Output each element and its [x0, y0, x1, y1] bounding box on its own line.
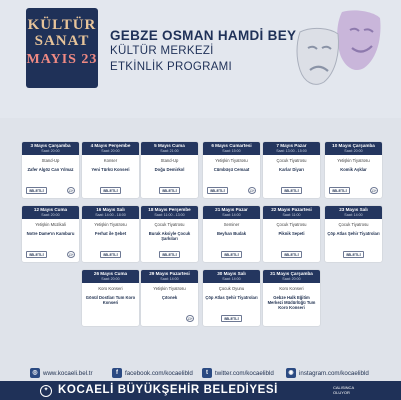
age-limit-badge: 13+ [371, 189, 377, 193]
event-name: Piknik Sepeti [278, 231, 305, 236]
event-time: Saat: 11:00 - 13:00 [154, 212, 185, 217]
globe-icon: ◎ [30, 368, 40, 378]
event-category: Çocuk Tiyatrosu [276, 158, 307, 163]
event-date: 21 Mayıs Pazar [215, 207, 248, 212]
website-text: www.kocaeli.bel.tr [43, 369, 93, 377]
ticket-badge[interactable]: BİLETLİ [281, 187, 302, 194]
event-time: Saat: 20:00 [282, 276, 301, 281]
event-name: Notre Dame'ın Kamburu [26, 231, 75, 236]
event-card-header [141, 206, 198, 219]
venue-subtitle: KÜLTÜR MERKEZİ [110, 45, 214, 57]
event-category: Yetişkin Müzikali [35, 222, 66, 227]
event-category: Çocuk Tiyatrosu [276, 222, 307, 227]
ticket-badge[interactable]: BİLETLİ [159, 187, 180, 194]
event-card-footer [82, 315, 139, 323]
event-card-footer [325, 187, 382, 195]
event-name: Burak Aksiyle Çocuk Şarkıları [148, 231, 191, 241]
ticket-badge[interactable]: BİLETLİ [281, 251, 302, 258]
event-card-header [22, 142, 79, 155]
footer-bar [0, 381, 401, 400]
event-card [203, 270, 260, 326]
event-time: Saat: 20:00 [41, 212, 60, 217]
event-name: Çöp Atlas Şehir Tiyatroları [327, 231, 380, 236]
logo-line-1: KÜLTÜR [27, 17, 97, 33]
event-category: Koro Konseri [98, 286, 123, 291]
event-date: 3 Mayıs Çarşamba [30, 143, 71, 148]
ticket-badge[interactable]: BİLETLİ [159, 251, 180, 258]
logo-line-2: SANAT [34, 33, 90, 49]
event-card-footer [141, 251, 198, 259]
ticket-badge[interactable]: BİLETLİ [329, 187, 350, 194]
instagram-text: instagram.com/kocaelibld [299, 369, 369, 377]
event-card [263, 206, 320, 262]
event-time: Saat: 20:00 [41, 148, 60, 153]
instagram-icon: ◉ [286, 368, 296, 378]
ticket-badge[interactable]: BİLETLİ [26, 187, 47, 194]
event-card-footer [22, 251, 79, 259]
event-card [82, 206, 139, 262]
event-name: Gönül Dostları Tum Koro Konseri [85, 295, 136, 305]
municipality-name: KOCAELİ BÜYÜKŞEHİR BELEDİYESİ [58, 384, 278, 396]
ticket-badge[interactable]: BİLETLİ [100, 251, 121, 258]
ticket-badge[interactable]: BİLETLİ [221, 315, 242, 322]
event-category: Konser [103, 158, 118, 163]
event-date: 10 Mayıs Çarşamba [332, 143, 375, 148]
event-card-header [203, 206, 260, 219]
facebook-icon: f [112, 368, 122, 378]
twitter-icon: t [202, 368, 212, 378]
event-card-header [141, 270, 198, 283]
event-card [82, 270, 139, 326]
event-time: Saat: 21:00 [160, 148, 179, 153]
event-card-header [203, 142, 260, 155]
age-limit-badge: 13+ [68, 253, 74, 257]
event-card [22, 142, 79, 198]
event-time: Saat: 20:00 [344, 148, 363, 153]
event-category: Yetişkin Tiyatrosu [215, 158, 248, 163]
event-name: Çöp Atlas Şehir Tiyatroları [205, 295, 258, 300]
event-date: 22 Mayıs Pazartesi [271, 207, 312, 212]
event-time: Saat: 20:00 [101, 148, 120, 153]
event-card-header [203, 270, 260, 283]
event-name: Gebze Halk Eğitim Merkezi Müdürlüğü Tum Koro Konseri [267, 295, 316, 310]
event-card [82, 142, 139, 198]
event-category: Yetişkin Tiyatrosu [337, 158, 370, 163]
event-category: Stand-Up [41, 158, 60, 163]
event-card-footer [82, 187, 139, 195]
event-card [141, 270, 198, 326]
event-card-header [325, 206, 382, 219]
event-name: Çıtonek [161, 295, 178, 300]
event-time: Saat: 14:00 [222, 212, 241, 217]
event-card-footer [263, 187, 320, 195]
social-facebook[interactable] [112, 368, 193, 378]
event-name: Beyhan Budak [216, 231, 247, 236]
kultur-sanat-logo [26, 8, 98, 88]
poster-header [0, 0, 401, 118]
event-card-footer [141, 187, 198, 195]
event-category: Seminer [223, 222, 240, 227]
event-time: Saat: 11:00 [282, 212, 301, 217]
event-card [203, 142, 260, 198]
event-date: 18 Mayıs Perşembe [148, 207, 191, 212]
event-card-header [325, 142, 382, 155]
event-card-header [263, 206, 320, 219]
event-category: Yetişkin Tiyatrosu [153, 286, 186, 291]
event-card [22, 206, 79, 262]
event-card [325, 142, 382, 198]
twitter-text: twitter.com/kocaelibld [215, 369, 274, 377]
social-website[interactable] [30, 368, 93, 378]
event-date: 7 Mayıs Pazar [276, 143, 307, 148]
event-time: Saat: 14:00 [222, 276, 241, 281]
event-card [263, 270, 320, 326]
event-name: Karlar Diyarı [279, 167, 304, 172]
event-category: Çocuk Tiyatrosu [338, 222, 369, 227]
event-name: Komik Aşklar [340, 167, 367, 172]
event-category: Çocuk Tiyatrosu [154, 222, 185, 227]
event-time: Saat: 15:00 [222, 148, 241, 153]
event-card-header [82, 142, 139, 155]
event-date: 26 Mayıs Cuma [93, 271, 128, 276]
event-card-footer [141, 315, 198, 323]
event-date: 30 Mayıs Salı [217, 271, 246, 276]
event-card-footer [203, 251, 260, 259]
event-card-header [263, 142, 320, 155]
event-name: Ferhat ile Şebet [94, 231, 127, 236]
event-card-footer [203, 315, 260, 323]
footer-slogan: CALISINCA OLUYOR [333, 385, 354, 395]
facebook-text: facebook.com/kocaelibld [125, 369, 193, 377]
event-name: Doğu Demirkol [154, 167, 185, 172]
theatre-masks-icon [294, 6, 384, 90]
municipality-emblem-icon: ✦ [40, 385, 52, 397]
event-card [203, 206, 260, 262]
event-time: Saat: 20:00 [101, 276, 120, 281]
venue-title: GEBZE OSMAN HAMDİ BEY [110, 28, 297, 43]
event-category: Koro Konseri [279, 286, 304, 291]
social-twitter[interactable] [202, 368, 274, 378]
event-card [141, 142, 198, 198]
age-limit-badge: 13+ [187, 317, 193, 321]
event-card-footer [263, 251, 320, 259]
event-category: Yetişkin Tiyatrosu [94, 222, 127, 227]
event-date: 12 Mayıs Cuma [33, 207, 68, 212]
event-card-footer [82, 251, 139, 259]
event-card-header [22, 206, 79, 219]
event-date: 16 Mayıs Salı [96, 207, 125, 212]
event-date: 4 Mayıs Perşembe [90, 143, 131, 148]
event-name: Yeni Türkü Konseri [91, 167, 130, 172]
ticket-badge[interactable]: BİLETLİ [343, 251, 364, 258]
event-card-footer [22, 187, 79, 195]
event-name: Cümbüşü Cemaat [213, 167, 250, 172]
event-date: 6 Mayıs Cumartesi [211, 143, 252, 148]
ticket-badge[interactable]: BİLETLİ [207, 187, 228, 194]
logo-line-3: MAYIS 23 [26, 52, 98, 67]
event-date: 29 Mayıs Pazartesi [149, 271, 190, 276]
age-limit-badge: 13+ [249, 189, 255, 193]
event-time: Saat: 14:00 - 18:00 [95, 212, 126, 217]
ticket-badge[interactable]: BİLETLİ [100, 187, 121, 194]
social-instagram[interactable] [286, 368, 369, 378]
event-time: Saat: 14:00 [344, 212, 363, 217]
program-title: ETKİNLİK PROGRAMI [110, 61, 233, 73]
event-time: Saat: 14:00 [160, 276, 179, 281]
event-card-header [141, 142, 198, 155]
event-card-footer [325, 251, 382, 259]
event-card-header [82, 270, 139, 283]
event-name: Zafer Algöz Can Yılmaz [27, 167, 74, 172]
event-time: Saat: 13:00 - 15:00 [276, 148, 307, 153]
event-date: 23 Mayıs Salı [339, 207, 368, 212]
ticket-badge[interactable]: BİLETLİ [26, 251, 47, 258]
event-date: 31 Mayıs Çarşamba [270, 271, 313, 276]
event-card [141, 206, 198, 262]
event-category: Stand-Up [160, 158, 179, 163]
event-card [325, 206, 382, 262]
event-card-footer [263, 315, 320, 323]
event-card [263, 142, 320, 198]
age-limit-badge: 13+ [68, 189, 74, 193]
ticket-badge[interactable]: BİLETLİ [221, 251, 242, 258]
event-card-header [263, 270, 320, 283]
event-card-header [82, 206, 139, 219]
event-card-footer [203, 187, 260, 195]
event-category: Çocuk Oyunu [218, 286, 245, 291]
event-date: 5 Mayıs Cuma [154, 143, 185, 148]
